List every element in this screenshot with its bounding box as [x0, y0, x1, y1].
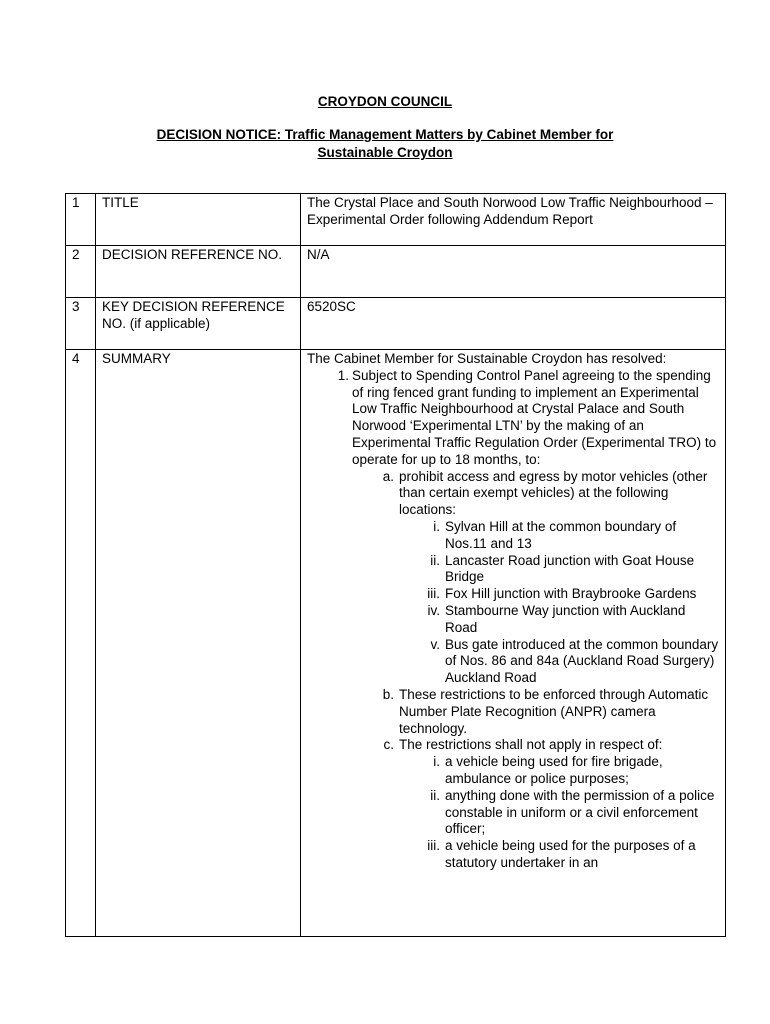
list-marker: iii.: [427, 838, 440, 854]
notice-heading-line1: DECISION NOTICE: Traffic Management Matters by Cabinet Member for: [156, 127, 614, 142]
list-item-text: anything done with the permission of a police constable in uniform or a civil enforcement officer;: [445, 787, 715, 837]
summary-intro: The Cabinet Member for Sustainable Croydon has resolved:: [307, 351, 667, 366]
row-label: SUMMARY: [96, 350, 301, 937]
list-marker: ii.: [430, 787, 440, 803]
row-number: 4: [66, 350, 96, 937]
list-item: [307, 788, 719, 838]
table-row: [66, 350, 726, 937]
list-marker: iv.: [427, 602, 440, 618]
list-item-text: a vehicle being used for fire brigade, ambulance or police purposes;: [445, 754, 663, 786]
list-item-text: Lancaster Road junction with Goat House Bridge: [445, 552, 695, 585]
list-item: [307, 737, 719, 754]
list-item: [307, 838, 719, 872]
list-item-text: Bus gate introduced at the common boundary of Nos. 86 and 84a (Auckland Road Surgery) Auckland Road: [445, 636, 719, 686]
list-item: [307, 519, 719, 553]
list-marker: a.: [382, 468, 394, 484]
row-number: 3: [66, 298, 96, 350]
row-number: 2: [66, 246, 96, 298]
decision-table: [65, 193, 726, 937]
table-row: [66, 246, 726, 298]
list-item: [307, 553, 719, 587]
list-item-text: These restrictions to be enforced through Automatic Number Plate Recognition (ANPR) camera technology.: [399, 686, 709, 736]
list-marker: i.: [433, 754, 440, 770]
summary-cell: [301, 350, 726, 937]
list-item: [307, 368, 719, 469]
row-label: KEY DECISION REFERENCE NO. (if applicable): [96, 298, 301, 350]
list-item-text: prohibit access and egress by motor vehicles (other than certain exempt vehicles) at the following locations:: [399, 468, 708, 518]
row-value: N/A: [301, 246, 726, 298]
list-item: [307, 586, 719, 603]
list-item: [307, 754, 719, 788]
list-marker: b.: [382, 686, 394, 702]
table-row: [66, 298, 726, 350]
list-item-text: Stambourne Way junction with Auckland Road: [445, 602, 686, 635]
list-item: [307, 469, 719, 519]
row-number: 1: [66, 194, 96, 246]
list-item-text: a vehicle being used for the purposes of a statutory undertaker in an: [445, 838, 696, 870]
row-label: DECISION REFERENCE NO.: [96, 246, 301, 298]
list-marker: c.: [383, 737, 394, 753]
row-value: 6520SC: [301, 298, 726, 350]
list-marker: 1.: [337, 367, 349, 383]
list-marker: v.: [430, 636, 440, 652]
table-row: [66, 194, 726, 246]
council-title: CROYDON COUNCIL: [317, 94, 453, 109]
list-item: [307, 637, 719, 687]
list-item-text: Fox Hill junction with Braybrooke Gardens: [445, 586, 697, 602]
list-marker: iii.: [427, 586, 440, 602]
list-item-text: Sylvan Hill at the common boundary of Nos.11 and 13: [445, 518, 677, 551]
notice-heading-line2: Sustainable Croydon: [317, 145, 453, 160]
list-item-text: The restrictions shall not apply in respect of:: [399, 737, 663, 753]
list-item: [307, 603, 719, 637]
list-item: [307, 687, 719, 737]
list-item-text: Subject to Spending Control Panel agreeing to the spending of ring fenced grant funding to implement an Experimental Low Traffic Neighbourhood at Crystal Palace and South Norwood ‘Experimental LTN’ by the making of an Experimental Traffic Regulation Order (Experimental TRO) to operate for up to 18 months, to:: [352, 367, 717, 467]
list-marker: i.: [433, 518, 440, 534]
row-label: TITLE: [96, 194, 301, 246]
row-value: The Crystal Place and South Norwood Low Traffic Neighbourhood – Experimental Order following Addendum Report: [301, 194, 726, 246]
list-marker: ii.: [430, 552, 440, 568]
